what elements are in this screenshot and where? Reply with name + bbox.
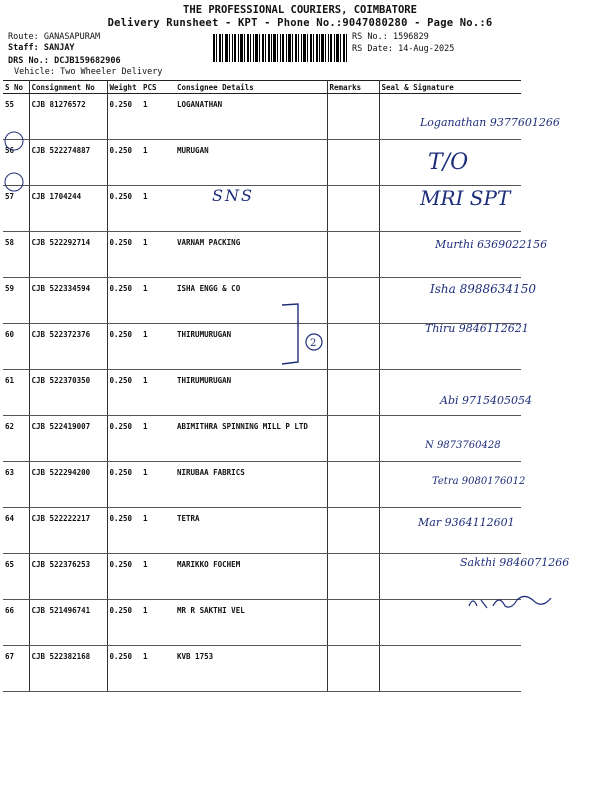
cell-remarks	[327, 370, 379, 416]
company-title: THE PROFESSIONAL COURIERS, COIMBATORE	[183, 4, 417, 16]
cell-consignment: CJB 522376253	[29, 554, 107, 600]
handwritten-signature: MRI SPT	[420, 186, 511, 210]
cell-weight: 0.250	[107, 462, 141, 508]
cell-consignment: CJB 522294200	[29, 462, 107, 508]
signature-66: Sakthi 9846071266	[460, 556, 570, 569]
cell-pcs: 1	[141, 370, 175, 416]
col-consignee: Consignee Details	[175, 81, 327, 94]
table-row	[3, 554, 521, 600]
cell-pcs: 1	[141, 140, 175, 186]
cell-weight: 0.250	[107, 232, 141, 278]
rs-date-line: RS Date: 14-Aug-2025	[352, 44, 455, 54]
cell-weight: 0.250	[107, 94, 141, 140]
cell-consignee: TETRA	[175, 508, 327, 554]
cell-consignee: THIRUMURUGAN	[175, 324, 327, 370]
cell-pcs: 1	[141, 278, 175, 324]
cell-weight: 0.250	[107, 416, 141, 462]
cell-consignment: CJB 522274887	[29, 140, 107, 186]
cell-remarks	[327, 416, 379, 462]
cell-consignment: CJB 522370350	[29, 370, 107, 416]
cell-pcs: 1	[141, 646, 175, 692]
cell-consignee: VARNAM PACKING	[175, 232, 327, 278]
table-row	[3, 646, 521, 692]
cell-consignment: CJB 522222217	[29, 508, 107, 554]
cell-remarks	[327, 554, 379, 600]
cell-pcs: 1	[141, 462, 175, 508]
signature-62: Abi 9715405054	[440, 394, 532, 407]
cell-consignment: CJB 81276572	[29, 94, 107, 140]
route-line: Route: GANASAPURAM	[8, 32, 101, 42]
rs-no-line: RS No.: 1596829	[352, 32, 429, 42]
cell-weight: 0.250	[107, 278, 141, 324]
cell-weight: 0.250	[107, 508, 141, 554]
cell-sno: 58	[3, 232, 29, 278]
cell-pcs: 1	[141, 554, 175, 600]
table-row	[3, 508, 521, 554]
cell-remarks	[327, 462, 379, 508]
signature-59: Isha 8988634150	[430, 282, 536, 296]
cell-pcs: 1	[141, 186, 175, 232]
cell-remarks	[327, 186, 379, 232]
bracket-annotation	[280, 300, 330, 370]
table-row	[3, 416, 521, 462]
cell-signature	[379, 370, 521, 416]
cell-sno: 67	[3, 646, 29, 692]
cell-consignment: CJB 521496741	[29, 600, 107, 646]
cell-weight: 0.250	[107, 324, 141, 370]
signature-60: Thiru 9846112621	[425, 322, 529, 335]
cell-pcs: 1	[141, 508, 175, 554]
cell-pcs: 1	[141, 324, 175, 370]
signature-55: Loganathan 9377601266	[420, 116, 560, 129]
cell-sno: 60	[3, 324, 29, 370]
col-sno: S No	[3, 81, 29, 94]
signature-67	[465, 586, 555, 616]
cell-weight: 0.250	[107, 140, 141, 186]
cell-remarks	[327, 232, 379, 278]
cell-pcs: 1	[141, 94, 175, 140]
handwritten-note: SNS	[212, 186, 254, 205]
cell-weight: 0.250	[107, 646, 141, 692]
drs-line: DRS No.: DCJB159682906	[8, 56, 121, 66]
cell-sno: 59	[3, 278, 29, 324]
col-consignment: Consignment No	[29, 81, 107, 94]
cell-weight: 0.250	[107, 370, 141, 416]
cell-consignee: ISHA ENGG & CO	[175, 278, 327, 324]
cell-sno: 65	[3, 554, 29, 600]
cell-consignee: MURUGAN	[175, 140, 327, 186]
table-row	[3, 600, 521, 646]
cell-remarks	[327, 324, 379, 370]
row-mark-circles	[3, 130, 27, 194]
cell-consignee: MR R SAKTHI VEL	[175, 600, 327, 646]
cell-consignee: NIRUBAA FABRICS	[175, 462, 327, 508]
cell-consignment: CJB 522334594	[29, 278, 107, 324]
cell-consignment: CJB 522382168	[29, 646, 107, 692]
runsheet-title: Delivery Runsheet - KPT - Phone No.:9047080280 - Page No.:6	[107, 17, 493, 29]
vehicle-line: Vehicle: Two Wheeler Delivery	[14, 67, 163, 77]
cell-pcs: 1	[141, 600, 175, 646]
table-header	[3, 81, 521, 94]
cell-consignment: CJB 522292714	[29, 232, 107, 278]
cell-consignment: CJB 522372376	[29, 324, 107, 370]
signature-58: Murthi 6369022156	[435, 238, 548, 251]
col-remarks: Remarks	[327, 81, 379, 94]
cell-sno: 64	[3, 508, 29, 554]
cell-weight: 0.250	[107, 554, 141, 600]
cell-consignee: ABIMITHRA SPINNING MILL P LTD	[175, 416, 327, 462]
barcode-image	[213, 34, 347, 62]
staff-line: Staff: SANJAY	[8, 43, 75, 53]
cell-sno: 56	[3, 140, 29, 186]
cell-consignment: CJB 522419007	[29, 416, 107, 462]
cell-signature	[379, 508, 521, 554]
cell-remarks	[327, 278, 379, 324]
cell-consignee: LOGANATHAN	[175, 94, 327, 140]
col-signature: Seal & Signature	[379, 81, 521, 94]
bracket-number: 2	[310, 338, 317, 349]
cell-remarks	[327, 140, 379, 186]
cell-consignment: CJB 1704244	[29, 186, 107, 232]
handwritten-signature: T/O	[428, 150, 469, 175]
cell-sno: 66	[3, 600, 29, 646]
col-pcs: PCS	[141, 81, 175, 94]
cell-remarks	[327, 94, 379, 140]
signature-64: Tetra 9080176012	[432, 476, 526, 487]
cell-consignee: THIRUMURUGAN	[175, 370, 327, 416]
cell-sno: 57	[3, 186, 29, 232]
cell-sno: 63	[3, 462, 29, 508]
cell-remarks	[327, 508, 379, 554]
cell-sno: 61	[3, 370, 29, 416]
cell-consignee: MARIKKO FOCHEM	[175, 554, 327, 600]
cell-weight: 0.250	[107, 600, 141, 646]
table-row	[3, 370, 521, 416]
signature-63: N 9873760428	[425, 440, 501, 451]
cell-pcs: 1	[141, 416, 175, 462]
cell-weight: 0.250	[107, 186, 141, 232]
cell-sno: 62	[3, 416, 29, 462]
cell-sno: 55	[3, 94, 29, 140]
cell-remarks	[327, 600, 379, 646]
cell-remarks	[327, 646, 379, 692]
col-weight: Weight	[107, 81, 141, 94]
cell-consignee: KVB 1753	[175, 646, 327, 692]
cell-pcs: 1	[141, 232, 175, 278]
signature-65: Mar 9364112601	[418, 516, 515, 529]
cell-signature	[379, 646, 521, 692]
cell-signature	[379, 416, 521, 462]
